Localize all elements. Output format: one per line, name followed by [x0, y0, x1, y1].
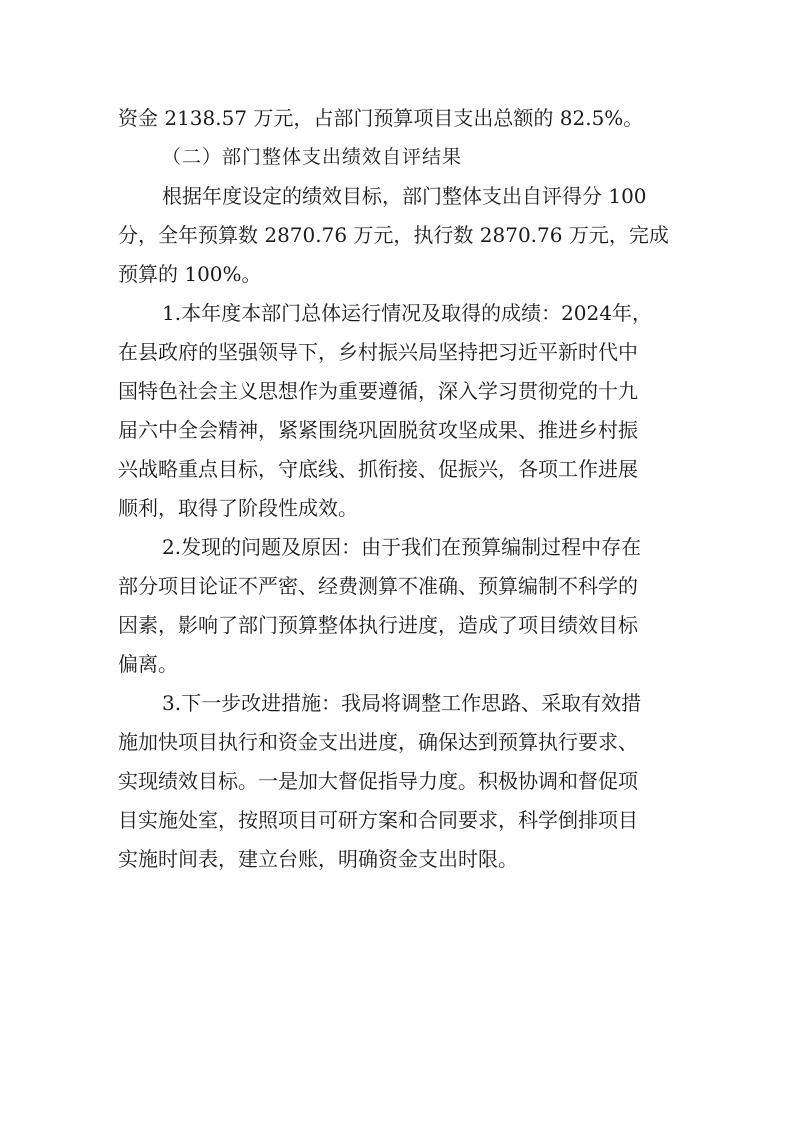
line-text: 目实施处室，按照项目可研方案和合同要求，科学倒排项目 [118, 808, 638, 832]
paragraph-line [0, 410, 793, 450]
paragraph-line [0, 605, 793, 645]
paragraph-line [0, 293, 793, 333]
line-text: 部分项目论证不严密、经费测算不准确、预算编制不科学的 [118, 574, 638, 598]
paragraph-line [0, 761, 793, 801]
paragraph-line [0, 722, 793, 762]
line-text: 2.发现的问题及原因：由于我们在预算编制过程中存在 [162, 535, 642, 559]
paragraph-line [0, 566, 793, 606]
line-text: 1.本年度本部门总体运行情况及取得的成绩：2024年， [162, 301, 652, 325]
line-text: 偏离。 [118, 652, 178, 676]
line-text: 资金 2138.57 万元，占部门预算项目支出总额的 82.5%。 [118, 106, 644, 130]
line-text: 兴战略重点目标，守底线、抓衔接、促振兴，各项工作进展 [118, 457, 638, 481]
paragraph-line [0, 800, 793, 840]
paragraph-line [0, 683, 793, 723]
paragraph-line [0, 839, 793, 879]
line-text: 国特色社会主义思想作为重要遵循，深入学习贯彻党的十九 [118, 379, 638, 403]
paragraph-line [0, 527, 793, 567]
paragraph-line [0, 332, 793, 372]
line-text: 在县政府的坚强领导下，乡村振兴局坚持把习近平新时代中 [118, 340, 638, 364]
line-text: 预算的 100%。 [118, 262, 262, 286]
text-line [0, 98, 793, 138]
paragraph-line [0, 176, 793, 216]
line-text: 实现绩效目标。一是加大督促指导力度。积极协调和督促项 [118, 769, 638, 793]
line-text: 根据年度设定的绩效目标，部门整体支出自评得分 100 [162, 184, 647, 208]
paragraph-line [0, 371, 793, 411]
paragraph-line [0, 215, 793, 255]
line-text: 施加快项目执行和资金支出进度，确保达到预算执行要求、 [118, 730, 638, 754]
line-text: 实施时间表，建立台账，明确资金支出时限。 [118, 847, 518, 871]
section-heading [0, 137, 793, 177]
line-text: 因素，影响了部门预算整体执行进度，造成了项目绩效目标 [118, 613, 638, 637]
line-text: 顺利，取得了阶段性成效。 [118, 496, 358, 520]
heading-text: （二）部门整体支出绩效自评结果 [162, 146, 463, 168]
line-text: 届六中全会精神，紧紧围绕巩固脱贫攻坚成果、推进乡村振 [118, 418, 638, 442]
paragraph-line [0, 644, 793, 684]
line-text: 3.下一步改进措施：我局将调整工作思路、采取有效措 [162, 691, 642, 715]
paragraph-line [0, 254, 793, 294]
line-text: 分，全年预算数 2870.76 万元，执行数 2870.76 万元，完成 [118, 223, 669, 247]
paragraph-line [0, 488, 793, 528]
paragraph-line [0, 449, 793, 489]
